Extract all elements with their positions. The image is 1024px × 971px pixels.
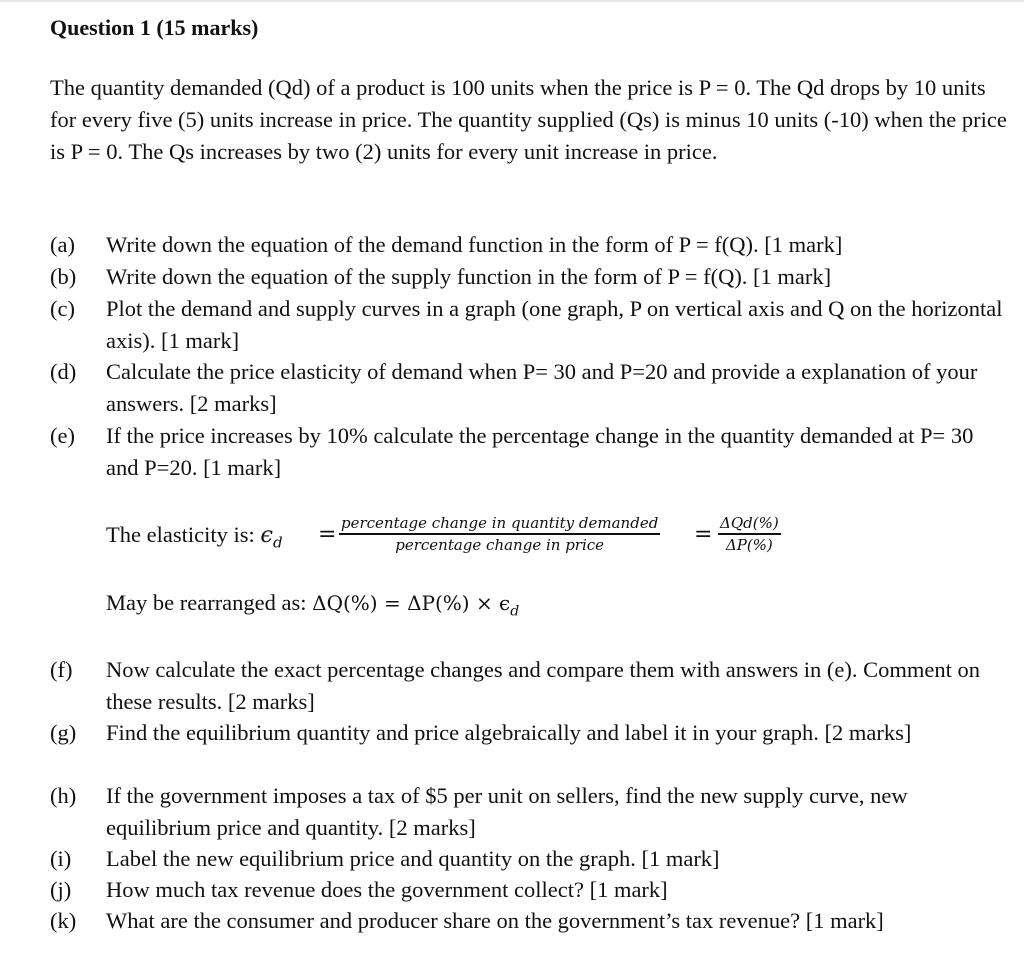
sub-question-text: Write down the equation of the demand function in the form of P = f(Q). [1 mark] bbox=[106, 232, 843, 257]
fraction-numerator-symbolic: ΔQd(%) bbox=[720, 514, 779, 532]
formula-lead: The elasticity is: bbox=[106, 522, 261, 547]
sub-question-text: If the price increases by 10% calculate the percentage change in the quantity demanded at P= 30 and P=20. [1 mark] bbox=[106, 423, 974, 480]
fraction-symbols bbox=[718, 513, 781, 555]
sub-question-h bbox=[50, 780, 1010, 843]
sub-question-text: Plot the demand and supply curves in a graph (one graph, P on vertical axis and Q on the horizontal axis). [1 mark] bbox=[106, 296, 1003, 353]
sub-question-g bbox=[50, 717, 1010, 749]
question-title: Question 1 (15 marks) bbox=[50, 15, 259, 40]
sub-question-c bbox=[50, 293, 1010, 356]
sub-question-label: (g) bbox=[50, 720, 77, 745]
sub-question-text: Label the new equilibrium price and quantity on the graph. [1 mark] bbox=[106, 846, 720, 871]
sub-question-label: (a) bbox=[50, 232, 75, 257]
sub-question-text: Calculate the price elasticity of demand when P= 30 and P=20 and provide a explanation of your answers. [2 marks] bbox=[106, 359, 978, 416]
rearranged-lead: May be rearranged as: bbox=[106, 590, 313, 615]
sub-question-text: Find the equilibrium quantity and price algebraically and label it in your graph. [2 marks] bbox=[106, 720, 912, 745]
sub-question-k bbox=[50, 905, 1010, 937]
sub-question-label: (d) bbox=[50, 359, 77, 384]
epsilon-subscript: d bbox=[272, 533, 283, 552]
sub-question-text: Write down the equation of the supply function in the form of P = f(Q). [1 mark] bbox=[106, 264, 832, 289]
sub-question-i bbox=[50, 843, 1010, 875]
sub-question-label: (e) bbox=[50, 423, 75, 448]
equals-sign-2: = bbox=[694, 522, 713, 547]
equals-sign-1: = bbox=[318, 522, 337, 547]
sub-question-d bbox=[50, 356, 1010, 419]
sub-question-label: (h) bbox=[50, 783, 77, 808]
sub-question-text: Now calculate the exact percentage changes and compare them with answers in (e). Comment on these results. [2 marks] bbox=[106, 657, 981, 714]
top-border bbox=[0, 0, 1024, 2]
sub-question-label: (i) bbox=[50, 846, 72, 871]
sub-question-f bbox=[50, 654, 1010, 717]
sub-question-text: How much tax revenue does the government collect? [1 mark] bbox=[106, 877, 668, 902]
sub-question-text: What are the consumer and producer share on the government’s tax revenue? [1 mark] bbox=[106, 908, 884, 933]
sub-question-a bbox=[50, 229, 1010, 261]
sub-question-label: (j) bbox=[50, 877, 72, 902]
fraction-numerator: percentage change in quantity demanded bbox=[341, 514, 659, 532]
epsilon-symbol: ϵ bbox=[260, 522, 273, 548]
rearranged-formula bbox=[106, 590, 519, 620]
question-intro: The quantity demanded (Qd) of a product is 100 units when the price is P = 0. The Qd drops by 10 units for every five (5) units increase in price. The quantity supplied (Qs) is minus 10 units (-10) when the price is P = 0. The Qs increases by two (2) units for every unit increase in price. bbox=[50, 75, 1007, 164]
sub-question-b bbox=[50, 261, 1010, 293]
sub-question-e bbox=[50, 420, 1010, 483]
sub-question-text: If the government imposes a tax of $5 per unit on sellers, find the new supply curve, new equilibrium price and quantity. [2 marks] bbox=[106, 783, 908, 840]
sub-question-label: (b) bbox=[50, 264, 77, 289]
sub-question-label: (c) bbox=[50, 296, 75, 321]
fraction-denominator-symbolic: ΔP(%) bbox=[725, 535, 773, 554]
formula-lead-wrap bbox=[106, 522, 283, 552]
sub-question-j bbox=[50, 874, 1010, 906]
fraction-words bbox=[339, 513, 660, 555]
sub-question-label: (f) bbox=[50, 657, 73, 682]
fraction-denominator: percentage change in price bbox=[395, 535, 605, 554]
rearranged-subscript: d bbox=[510, 603, 520, 620]
rearranged-expression: ΔQ(%) = ΔP(%) × ϵ bbox=[312, 591, 511, 615]
sub-question-label: (k) bbox=[50, 908, 77, 933]
